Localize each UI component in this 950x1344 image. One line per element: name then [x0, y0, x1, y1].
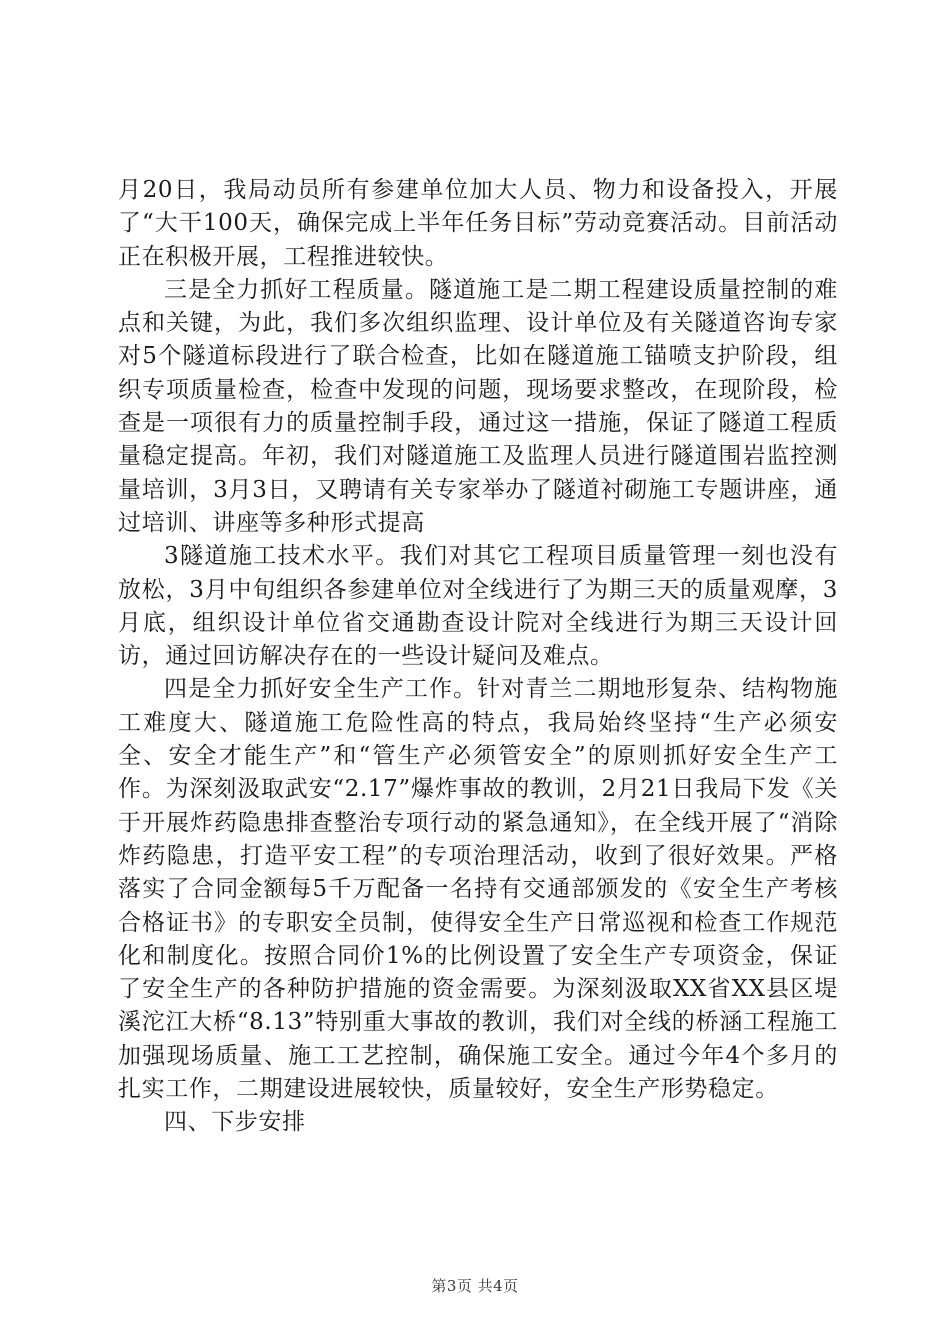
document-body [118, 174, 838, 1140]
paragraph-safety-production: 四是全力抓好安全生产工作。针对青兰二期地形复杂、结构物施工难度大、隧道施工危险性高的特点，我局始终坚持“生产必须安全、安全才能生产”和“管生产必须管安全”的原则抓好安全生产工作。为深刻汲取武安“2.17”爆炸事故的教训，2月21日我局下发《关于开展炸药隐患排查整治专项行动的紧急通知》，在全线开展了“消除炸药隐患，打造平安工程”的专项治理活动，收到了很好效果。严格落实了合同金额每5千万配备一名持有交通部颁发的《安全生产考核合格证书》的专职安全员制，使得安全生产日常巡视和检查工作规范化和制度化。按照合同价1%的比例设置了安全生产专项资金，保证了安全生产的各种防护措施的资金需要。为深刻汲取XX省XX县区堤溪沱江大桥“8.13”特别重大事故的教训，我们对全线的桥涵工程施工加强现场质量、施工工艺控制，确保施工安全。通过今年4个多月的扎实工作，二期建设进展较快，质量较好，安全生产形势稳定。 [118, 676, 838, 1103]
section-heading-next-steps: 四、下步安排 [164, 1109, 306, 1136]
page-number-footer: 第3页 共4页 [431, 1277, 519, 1295]
paragraph-continuation: 月20日，我局动员所有参建单位加大人员、物力和设备投入，开展了“大干100天，确保完成上半年任务目标”劳动竞赛活动。目前活动正在积极开展，工程推进较快。 [118, 177, 838, 270]
paragraph-engineering-quality: 三是全力抓好工程质量。隧道施工是二期工程建设质量控制的难点和关键，为此，我们多次组织监理、设计单位及有关隧道咨询专家对5个隧道标段进行了联合检查，比如在隧道施工锚喷支护阶段，组织专项质量检查，检查中发现的问题，现场要求整改，在现阶段，检查是一项很有力的质量控制手段，通过这一措施，保证了隧道工程质量稳定提高。年初，我们对隧道施工及监理人员进行隧道围岩监控测量培训，3月3日，又聘请有关专家举办了隧道衬砌施工专题讲座，通过培训、讲座等多种形式提高 [118, 276, 838, 536]
paragraph-tunnel-technique: 3隧道施工技术水平。我们对其它工程项目质量管理一刻也没有放松，3月中旬组织各参建单位对全线进行了为期三天的质量观摩，3月底，组织设计单位省交通勘查设计院对全线进行为期三天设计回访，通过回访解决存在的一些设计疑问及难点。 [118, 543, 838, 670]
